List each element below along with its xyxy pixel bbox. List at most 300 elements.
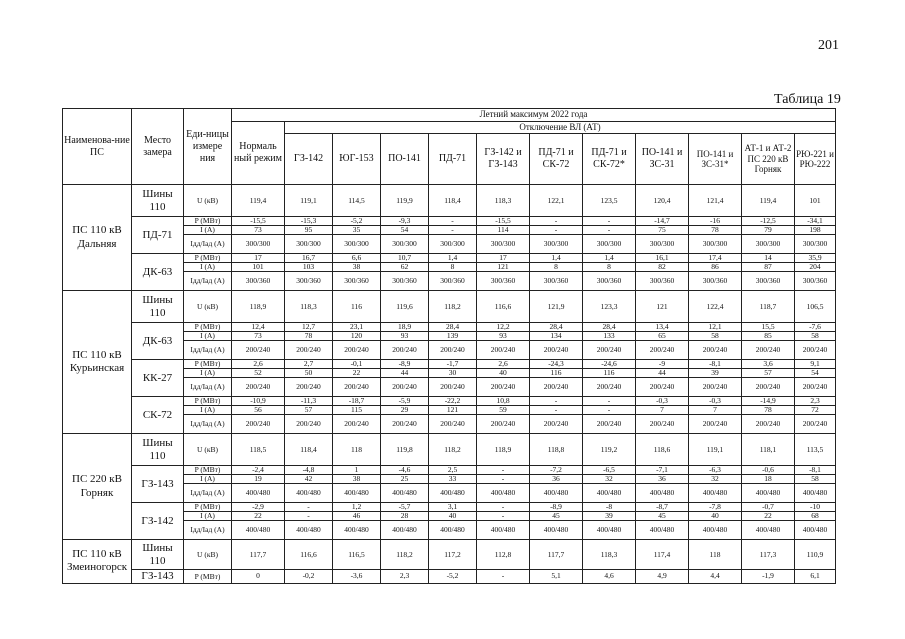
value-cell: -0,3 [636, 397, 689, 406]
table-row [63, 323, 836, 332]
value-cell: 45 [636, 512, 689, 521]
value-cell: 86 [689, 263, 742, 272]
value-cell: 200/240 [429, 378, 477, 397]
substation-name: ПС 110 кВ Дальняя [63, 185, 132, 291]
value-cell: 400/480 [636, 521, 689, 540]
value-cell: 300/300 [381, 235, 429, 254]
measurement-place: СК-72 [132, 397, 184, 434]
header-col: ПО-141 и ЗС-31* [689, 134, 742, 185]
value-cell: 200/240 [742, 378, 795, 397]
value-cell: 300/300 [477, 235, 530, 254]
value-cell: 85 [742, 332, 795, 341]
value-cell: 65 [636, 332, 689, 341]
value-cell: 119,8 [381, 434, 429, 466]
unit-label: U (кВ) [184, 185, 232, 217]
value-cell: 400/480 [636, 484, 689, 503]
value-cell: 106,5 [795, 291, 836, 323]
value-cell: 200/240 [477, 378, 530, 397]
value-cell: 400/480 [381, 484, 429, 503]
value-cell: - [583, 397, 636, 406]
value-cell: 400/480 [333, 521, 381, 540]
value-cell: 87 [742, 263, 795, 272]
unit-label: Iдд/Iад (А) [184, 378, 232, 397]
value-cell: 400/480 [583, 484, 636, 503]
value-cell: 119,1 [689, 434, 742, 466]
unit-label: P (МВт) [184, 503, 232, 512]
value-cell: 300/300 [232, 235, 285, 254]
header-substation: Наименова-ние ПС [63, 109, 132, 185]
value-cell: 3,1 [429, 503, 477, 512]
value-cell: 93 [381, 332, 429, 341]
table-row [63, 185, 836, 217]
value-cell: 14 [742, 254, 795, 263]
value-cell: 116,6 [477, 291, 530, 323]
value-cell: 200/240 [689, 341, 742, 360]
value-cell: 117,2 [429, 540, 477, 570]
value-cell: 101 [795, 185, 836, 217]
table-row [63, 540, 836, 570]
value-cell: 12,7 [285, 323, 333, 332]
unit-label: P (МВт) [184, 466, 232, 475]
value-cell: 200/240 [477, 415, 530, 434]
value-cell: 200/240 [742, 415, 795, 434]
value-cell: 118,6 [636, 434, 689, 466]
value-cell: 200/240 [795, 415, 836, 434]
value-cell: -8,1 [795, 466, 836, 475]
value-cell: - [583, 226, 636, 235]
value-cell: 300/360 [530, 272, 583, 291]
value-cell: 36 [636, 475, 689, 484]
value-cell: 28,4 [530, 323, 583, 332]
value-cell: 200/240 [381, 415, 429, 434]
value-cell: 113,5 [795, 434, 836, 466]
value-cell: 78 [285, 332, 333, 341]
value-cell: 22 [333, 369, 381, 378]
value-cell: 300/360 [477, 272, 530, 291]
header-col: ГЗ-142 и ГЗ-143 [477, 134, 530, 185]
value-cell: 95 [285, 226, 333, 235]
value-cell: 110,9 [795, 540, 836, 570]
unit-label: I (A) [184, 475, 232, 484]
value-cell: -15,3 [285, 217, 333, 226]
value-cell: -8,1 [689, 360, 742, 369]
value-cell: 300/360 [232, 272, 285, 291]
value-cell: -6,5 [583, 466, 636, 475]
value-cell: - [477, 503, 530, 512]
value-cell: 2,6 [232, 360, 285, 369]
unit-label: P (МВт) [184, 323, 232, 332]
value-cell: 200/240 [333, 341, 381, 360]
value-cell: 300/300 [742, 235, 795, 254]
value-cell: 118,7 [742, 291, 795, 323]
value-cell: 400/480 [530, 521, 583, 540]
value-cell: -8,9 [530, 503, 583, 512]
value-cell: -22,2 [429, 397, 477, 406]
value-cell: 200/240 [689, 415, 742, 434]
value-cell: 5,1 [530, 570, 583, 584]
header-col: ПО-141 и ЗС-31 [636, 134, 689, 185]
value-cell: - [530, 397, 583, 406]
value-cell: 200/240 [795, 378, 836, 397]
value-cell: 300/300 [795, 235, 836, 254]
value-cell: 200/240 [333, 378, 381, 397]
value-cell: 8 [583, 263, 636, 272]
value-cell: 116 [583, 369, 636, 378]
value-cell: 200/240 [742, 341, 795, 360]
value-cell: - [530, 217, 583, 226]
substation-name: ПС 220 кВ Горняк [63, 434, 132, 540]
value-cell: 134 [530, 332, 583, 341]
value-cell: 200/240 [381, 341, 429, 360]
value-cell: 300/360 [689, 272, 742, 291]
value-cell: - [429, 217, 477, 226]
value-cell: - [477, 466, 530, 475]
value-cell: 114 [477, 226, 530, 235]
value-cell: 101 [232, 263, 285, 272]
unit-label: U (кВ) [184, 291, 232, 323]
value-cell: -5,2 [429, 570, 477, 584]
value-cell: 1,4 [429, 254, 477, 263]
value-cell: 4,9 [636, 570, 689, 584]
table-row [63, 466, 836, 475]
value-cell: - [477, 512, 530, 521]
value-cell: 78 [689, 226, 742, 235]
header-col: ЮГ-153 [333, 134, 381, 185]
value-cell: 300/360 [333, 272, 381, 291]
value-cell: 4,4 [689, 570, 742, 584]
unit-label: Iдд/Iад (А) [184, 521, 232, 540]
value-cell: -5,2 [333, 217, 381, 226]
header-col: ГЗ-142 [285, 134, 333, 185]
value-cell: 1,4 [583, 254, 636, 263]
value-cell: 56 [232, 406, 285, 415]
unit-label: I (A) [184, 512, 232, 521]
value-cell: 300/360 [429, 272, 477, 291]
value-cell: 118,3 [583, 540, 636, 570]
value-cell: 36 [530, 475, 583, 484]
value-cell: 62 [381, 263, 429, 272]
unit-label: P (МВт) [184, 397, 232, 406]
value-cell: 1 [333, 466, 381, 475]
value-cell: 200/240 [530, 415, 583, 434]
value-cell: 8 [530, 263, 583, 272]
value-cell: 139 [429, 332, 477, 341]
measurement-place: Шины 110 [132, 540, 184, 570]
value-cell: 200/240 [232, 341, 285, 360]
value-cell: 300/300 [689, 235, 742, 254]
value-cell: -5,9 [381, 397, 429, 406]
value-cell: 73 [232, 226, 285, 235]
value-cell: 28 [381, 512, 429, 521]
value-cell: 40 [429, 512, 477, 521]
value-cell: 200/240 [530, 341, 583, 360]
unit-label: P (МВт) [184, 570, 232, 584]
header-place: Место замера [132, 109, 184, 185]
value-cell: 118 [333, 434, 381, 466]
value-cell: -14,7 [636, 217, 689, 226]
value-cell: 57 [285, 406, 333, 415]
value-cell: 400/480 [333, 484, 381, 503]
value-cell: 400/480 [689, 484, 742, 503]
value-cell: -7,8 [689, 503, 742, 512]
table-header [63, 109, 836, 185]
value-cell: 46 [333, 512, 381, 521]
value-cell: 118,4 [429, 185, 477, 217]
value-cell: -9 [636, 360, 689, 369]
value-cell: 25 [381, 475, 429, 484]
value-cell: 2,3 [381, 570, 429, 584]
value-cell: 2,6 [477, 360, 530, 369]
value-cell: -7,2 [530, 466, 583, 475]
value-cell: 400/480 [530, 484, 583, 503]
value-cell: -3,6 [333, 570, 381, 584]
value-cell: 32 [583, 475, 636, 484]
value-cell: 18 [742, 475, 795, 484]
value-cell: - [477, 570, 530, 584]
value-cell: 112,8 [477, 540, 530, 570]
value-cell: 400/480 [742, 484, 795, 503]
value-cell: 30 [429, 369, 477, 378]
value-cell: 39 [583, 512, 636, 521]
table-row [63, 360, 836, 369]
value-cell: - [285, 512, 333, 521]
table-caption: Таблица 19 [774, 92, 841, 107]
table-body [63, 185, 836, 584]
value-cell: 118,8 [530, 434, 583, 466]
value-cell: 12,2 [477, 323, 530, 332]
value-cell: -2,9 [232, 503, 285, 512]
value-cell: 118,2 [381, 540, 429, 570]
value-cell: 75 [636, 226, 689, 235]
value-cell: 38 [333, 263, 381, 272]
header-col: ПО-141 [381, 134, 429, 185]
value-cell: 28,4 [429, 323, 477, 332]
header-season: Летний максимум 2022 года [232, 109, 836, 122]
value-cell: 12,4 [232, 323, 285, 332]
unit-label: P (МВт) [184, 360, 232, 369]
value-cell: 7 [636, 406, 689, 415]
table-row [63, 291, 836, 323]
value-cell: 58 [795, 332, 836, 341]
value-cell: 68 [795, 512, 836, 521]
header-units: Еди-ницы измере ния [184, 109, 232, 185]
value-cell: 118,5 [232, 434, 285, 466]
value-cell: -0,7 [742, 503, 795, 512]
value-cell: 4,6 [583, 570, 636, 584]
value-cell: 400/480 [232, 484, 285, 503]
measurement-place: ГЗ-143 [132, 570, 184, 584]
value-cell: -0,2 [285, 570, 333, 584]
value-cell: -34,1 [795, 217, 836, 226]
value-cell: 300/360 [381, 272, 429, 291]
value-cell: 300/360 [285, 272, 333, 291]
value-cell: 116,6 [285, 540, 333, 570]
value-cell: - [583, 406, 636, 415]
value-cell: 120 [333, 332, 381, 341]
measurement-place: ГЗ-143 [132, 466, 184, 503]
value-cell: 17 [477, 254, 530, 263]
value-cell: 10,7 [381, 254, 429, 263]
value-cell: 58 [689, 332, 742, 341]
value-cell: 118,1 [742, 434, 795, 466]
value-cell: 18,9 [381, 323, 429, 332]
value-cell: 300/300 [530, 235, 583, 254]
value-cell: 120,4 [636, 185, 689, 217]
value-cell: 400/480 [477, 484, 530, 503]
value-cell: 7 [689, 406, 742, 415]
unit-label: Iдд/Iад (А) [184, 235, 232, 254]
value-cell: 33 [429, 475, 477, 484]
value-cell: 118,3 [285, 291, 333, 323]
header-col: ПД-71 и СК-72 [530, 134, 583, 185]
value-cell: 1,4 [530, 254, 583, 263]
value-cell: 32 [689, 475, 742, 484]
value-cell: 54 [381, 226, 429, 235]
value-cell: 114,5 [333, 185, 381, 217]
value-cell: -8 [583, 503, 636, 512]
value-cell: 200/240 [285, 378, 333, 397]
value-cell: - [429, 226, 477, 235]
value-cell: 29 [381, 406, 429, 415]
table-row [63, 217, 836, 226]
value-cell: -0,1 [333, 360, 381, 369]
value-cell: -0,6 [742, 466, 795, 475]
value-cell: -1,9 [742, 570, 795, 584]
value-cell: 118 [689, 540, 742, 570]
value-cell: 2,5 [429, 466, 477, 475]
value-cell: 122,4 [689, 291, 742, 323]
value-cell: 58 [795, 475, 836, 484]
value-cell: 119,6 [381, 291, 429, 323]
value-cell: 300/300 [583, 235, 636, 254]
value-cell: 122,1 [530, 185, 583, 217]
value-cell: -18,7 [333, 397, 381, 406]
header-normal-mode: Нормаль ный режим [232, 122, 285, 185]
value-cell: 300/360 [583, 272, 636, 291]
value-cell: -8,9 [381, 360, 429, 369]
value-cell: 400/480 [742, 521, 795, 540]
value-cell: 400/480 [285, 521, 333, 540]
value-cell: 6,1 [795, 570, 836, 584]
value-cell: 400/480 [689, 521, 742, 540]
value-cell: 400/480 [429, 484, 477, 503]
unit-label: I (A) [184, 226, 232, 235]
value-cell: 40 [477, 369, 530, 378]
substation-name: ПС 110 кВ Змеиногорск [63, 540, 132, 584]
value-cell: 200/240 [636, 341, 689, 360]
unit-label: Iдд/Iад (А) [184, 415, 232, 434]
value-cell: -4,6 [381, 466, 429, 475]
value-cell: 118,2 [429, 291, 477, 323]
value-cell: - [583, 217, 636, 226]
value-cell: -14,9 [742, 397, 795, 406]
value-cell: 54 [795, 369, 836, 378]
unit-label: P (МВт) [184, 217, 232, 226]
value-cell: 200/240 [583, 415, 636, 434]
value-cell: 121 [429, 406, 477, 415]
value-cell: -12,5 [742, 217, 795, 226]
value-cell: 115 [333, 406, 381, 415]
header-col: ПД-71 [429, 134, 477, 185]
table-row [63, 397, 836, 406]
value-cell: 200/240 [232, 415, 285, 434]
value-cell: -16 [689, 217, 742, 226]
value-cell: 300/360 [795, 272, 836, 291]
page-number: 201 [818, 38, 839, 53]
value-cell: 200/240 [583, 378, 636, 397]
table-row [63, 434, 836, 466]
value-cell: - [477, 475, 530, 484]
value-cell: 1,2 [333, 503, 381, 512]
value-cell: -15,5 [232, 217, 285, 226]
value-cell: 103 [285, 263, 333, 272]
value-cell: 39 [689, 369, 742, 378]
measurement-place: Шины 110 [132, 434, 184, 466]
value-cell: 400/480 [477, 521, 530, 540]
value-cell: 200/240 [689, 378, 742, 397]
value-cell: 116 [530, 369, 583, 378]
value-cell: -5,7 [381, 503, 429, 512]
value-cell: 198 [795, 226, 836, 235]
value-cell: 119,2 [583, 434, 636, 466]
value-cell: 2,7 [285, 360, 333, 369]
unit-label: I (A) [184, 263, 232, 272]
value-cell: 40 [689, 512, 742, 521]
table-row [63, 503, 836, 512]
measurement-place: КК-27 [132, 360, 184, 397]
value-cell: 200/240 [477, 341, 530, 360]
value-cell: 300/360 [636, 272, 689, 291]
value-cell: 200/240 [429, 415, 477, 434]
value-cell: -6,3 [689, 466, 742, 475]
value-cell: 400/480 [795, 521, 836, 540]
value-cell: 400/480 [583, 521, 636, 540]
value-cell: 116,5 [333, 540, 381, 570]
value-cell: 16,1 [636, 254, 689, 263]
value-cell: 42 [285, 475, 333, 484]
value-cell: 118,4 [285, 434, 333, 466]
value-cell: 200/240 [583, 341, 636, 360]
value-cell: 13,4 [636, 323, 689, 332]
value-cell: 118,2 [429, 434, 477, 466]
value-cell: 200/240 [232, 378, 285, 397]
value-cell: 123,3 [583, 291, 636, 323]
unit-label: Iдд/Iад (А) [184, 341, 232, 360]
value-cell: 57 [742, 369, 795, 378]
header-outage: Отключение ВЛ (АТ) [285, 122, 836, 134]
value-cell: -4,8 [285, 466, 333, 475]
value-cell: 35,9 [795, 254, 836, 263]
value-cell: 200/240 [333, 415, 381, 434]
value-cell: 38 [333, 475, 381, 484]
unit-label: P (МВт) [184, 254, 232, 263]
value-cell: 123,5 [583, 185, 636, 217]
unit-label: I (A) [184, 406, 232, 415]
value-cell: 19 [232, 475, 285, 484]
value-cell: - [530, 226, 583, 235]
value-cell: 78 [742, 406, 795, 415]
value-cell: - [530, 406, 583, 415]
value-cell: -2,4 [232, 466, 285, 475]
unit-label: I (A) [184, 369, 232, 378]
value-cell: 72 [795, 406, 836, 415]
measurement-place: ПД-71 [132, 217, 184, 254]
value-cell: -15,5 [477, 217, 530, 226]
value-cell: -10,9 [232, 397, 285, 406]
value-cell: -10 [795, 503, 836, 512]
value-cell: 400/480 [381, 521, 429, 540]
value-cell: 50 [285, 369, 333, 378]
